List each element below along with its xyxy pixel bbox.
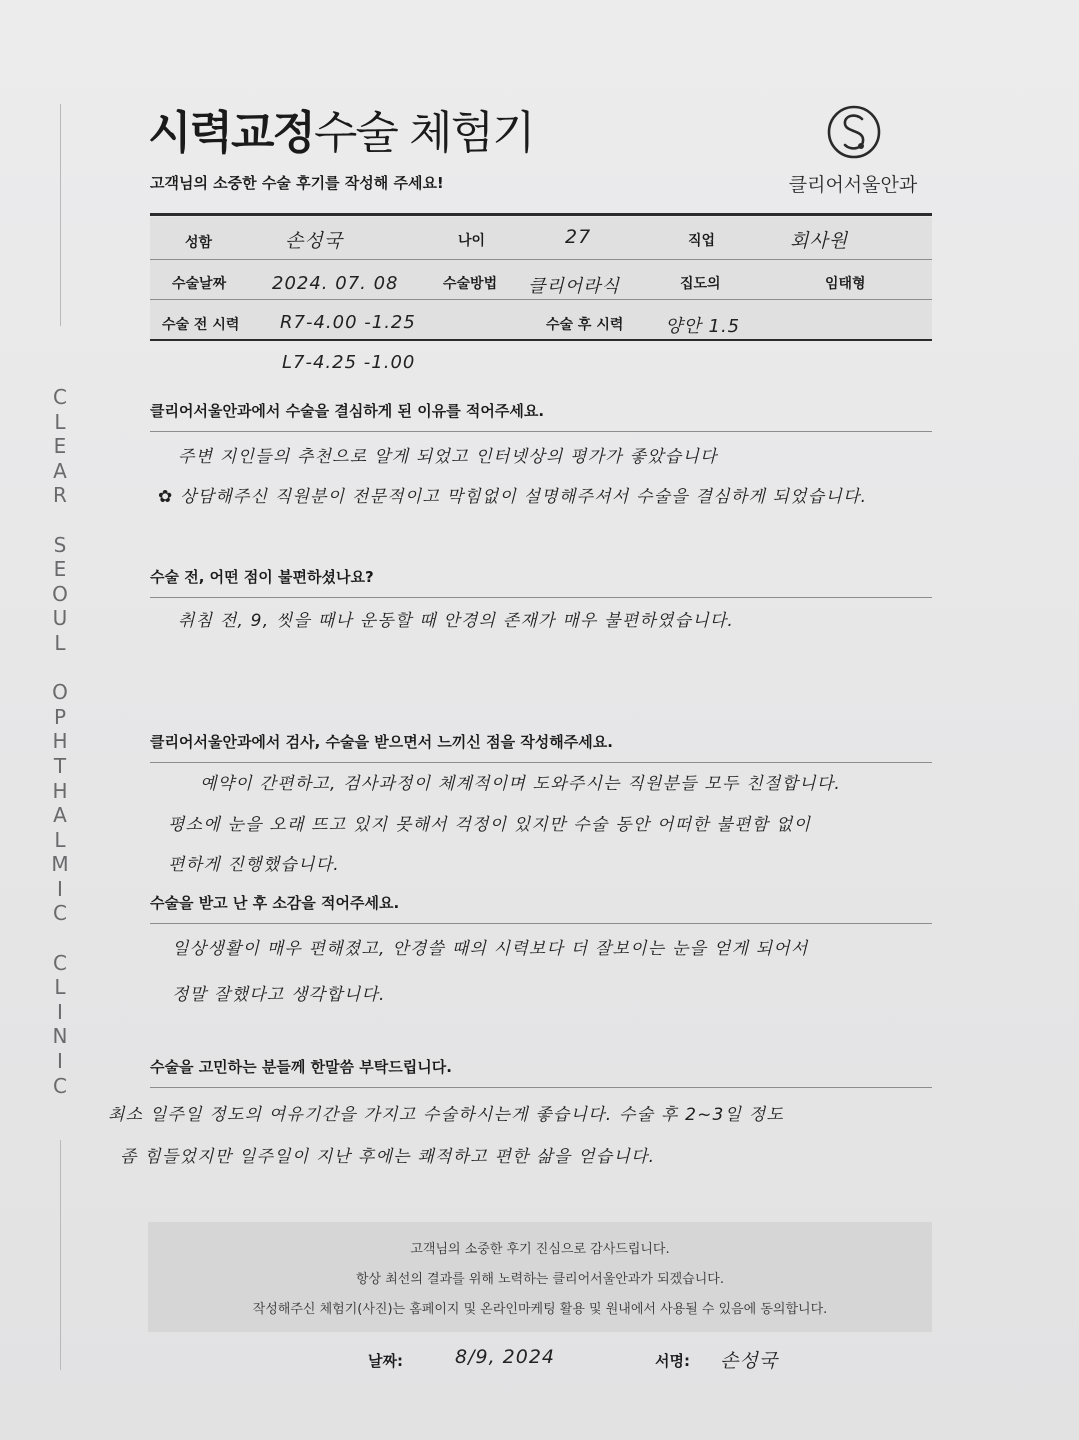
answer-after-line-1: 일상생활이 매우 편해졌고, 안경쓸 때의 시력보다 더 잘보이는 눈을 얻게 되어서 [172,939,809,959]
surgeon-value: 임태형 [825,276,866,292]
question-after: 수술을 받고 난 후 소감을 적어주세요. [150,894,400,912]
name-value: 손성국 [285,230,344,252]
page-subtitle: 고객님의 소중한 수술 후기를 작성해 주세요! [150,174,444,192]
age-value: 27 [565,226,592,248]
surgery-date-value: 2024. 07. 08 [272,273,399,294]
surgery-date-label: 수술날짜 [172,276,227,292]
left-rule-bottom [60,1140,61,1370]
vertical-clinic-name [48,385,72,1098]
vertical-letter: R [53,483,67,508]
clinic-logo-icon [826,104,882,160]
signature-value: 손성국 [720,1350,779,1372]
vertical-letter: C [53,950,67,975]
vertical-letter: O [52,581,68,606]
question-after-rule [150,923,932,924]
vertical-letter: E [53,434,67,459]
vertical-letter [57,656,63,681]
question-discomfort: 수술 전, 어떤 점이 불편하셨나요? [150,568,374,586]
pre-vision-right: R7-4.00 -1.25 [280,312,416,333]
vertical-letter: A [53,458,67,483]
vertical-letter: L [54,827,66,852]
info-row-divider-1 [150,259,932,260]
question-experience-rule [150,762,932,763]
pre-vision-label: 수술 전 시력 [162,317,240,333]
vertical-letter [57,508,63,533]
answer-experience-line-2: 평소에 눈을 오래 뜨고 있지 못해서 걱정이 있지만 수술 동안 어떠한 불편함 없이 [168,815,812,835]
pre-vision-left: L7-4.25 -1.00 [282,352,416,373]
answer-discomfort-line-1: 취침 전, 9, 씻을 때나 운동할 때 안경의 존재가 매우 불편하였습니다. [178,611,735,631]
vertical-letter: I [57,1049,63,1074]
footer-line-3: 작성해주신 체험기(사진)는 홈페이지 및 온라인마케팅 활용 및 원내에서 사용될 수 있음에 동의합니다. [252,1301,828,1317]
vertical-letter: T [53,753,67,778]
job-label: 직업 [688,233,716,249]
footer-line-2: 항상 최선의 결과를 위해 노력하는 클리어서울안과가 되겠습니다. [356,1271,724,1287]
date-label: 날짜: [368,1352,403,1370]
question-reason-rule [150,431,932,432]
page-title [148,96,534,161]
title-light: 수술 체험기 [313,106,534,159]
answer-reason-line-1: 주변 지인들의 추천으로 알게 되었고 인터넷상의 평가가 좋았습니다 [178,447,718,467]
title-bold: 시력교정 [148,106,314,159]
info-table-top-rule [150,213,932,216]
answer-advice-line-2: 좀 힘들었지만 일주일이 지난 후에는 쾌적하고 편한 삶을 얻습니다. [120,1147,656,1167]
answer-reason-line-2: ✿ 상담해주신 직원분이 전문적이고 막힘없이 설명해주셔서 수술을 결심하게 되었습니다. [158,487,868,507]
info-row-divider-2 [150,299,932,300]
vertical-letter: U [52,606,68,631]
vertical-letter: S [53,532,67,557]
answer-experience-line-3: 편하게 진행했습니다. [168,855,340,875]
vertical-letter: H [52,729,68,754]
question-advice-rule [150,1087,932,1088]
surgery-method-label: 수술방법 [443,276,498,292]
name-label: 성함 [185,235,213,251]
vertical-letter: A [53,803,67,828]
vertical-letter: H [52,778,68,803]
answer-after-line-2: 정말 잘했다고 생각합니다. [172,985,386,1005]
age-label: 나이 [458,233,486,249]
answer-advice-line-1: 최소 일주일 정도의 여유기간을 가지고 수술하시는게 좋습니다. 수술 후 2~3일 정도 [108,1105,785,1125]
question-advice: 수술을 고민하는 분들께 한말씀 부탁드립니다. [150,1058,452,1076]
date-value: 8/9, 2024 [455,1346,556,1368]
vertical-letter: I [57,999,63,1024]
question-experience: 클리어서울안과에서 검사, 수술을 받으면서 느끼신 점을 작성해주세요. [150,733,613,751]
vertical-letter: C [53,901,67,926]
footer-notice [148,1222,932,1332]
vertical-letter: C [53,1073,67,1098]
vertical-letter: E [53,557,67,582]
info-table-bottom-rule [150,339,932,341]
vertical-letter: M [51,852,69,877]
vertical-letter: L [54,975,66,1000]
vertical-letter: O [52,680,68,705]
question-discomfort-rule [150,597,932,598]
left-rule-top [60,104,61,326]
answer-experience-line-1: 예약이 간편하고, 검사과정이 체계적이며 도와주시는 직원분들 모두 친절합니다. [200,774,841,794]
post-vision-label: 수술 후 시력 [546,317,624,333]
vertical-letter: N [52,1024,68,1049]
surgery-method-value: 클리어라식 [528,276,620,297]
vertical-letter: L [54,409,66,434]
clinic-logo-text: 클리어서울안과 [788,174,918,196]
question-reason: 클리어서울안과에서 수술을 결심하게 된 이유를 적어주세요. [150,402,545,420]
vertical-letter [57,926,63,951]
vertical-letter: P [53,704,67,729]
vertical-letter: L [54,630,66,655]
surgeon-label: 집도의 [680,276,721,292]
post-vision-value: 양안 1.5 [665,316,741,337]
vertical-letter: C [53,385,67,409]
footer-line-1: 고객님의 소중한 후기 진심으로 감사드립니다. [410,1241,670,1257]
signature-label: 서명: [655,1352,690,1370]
vertical-letter: I [57,876,63,901]
job-value: 회사원 [790,230,849,252]
